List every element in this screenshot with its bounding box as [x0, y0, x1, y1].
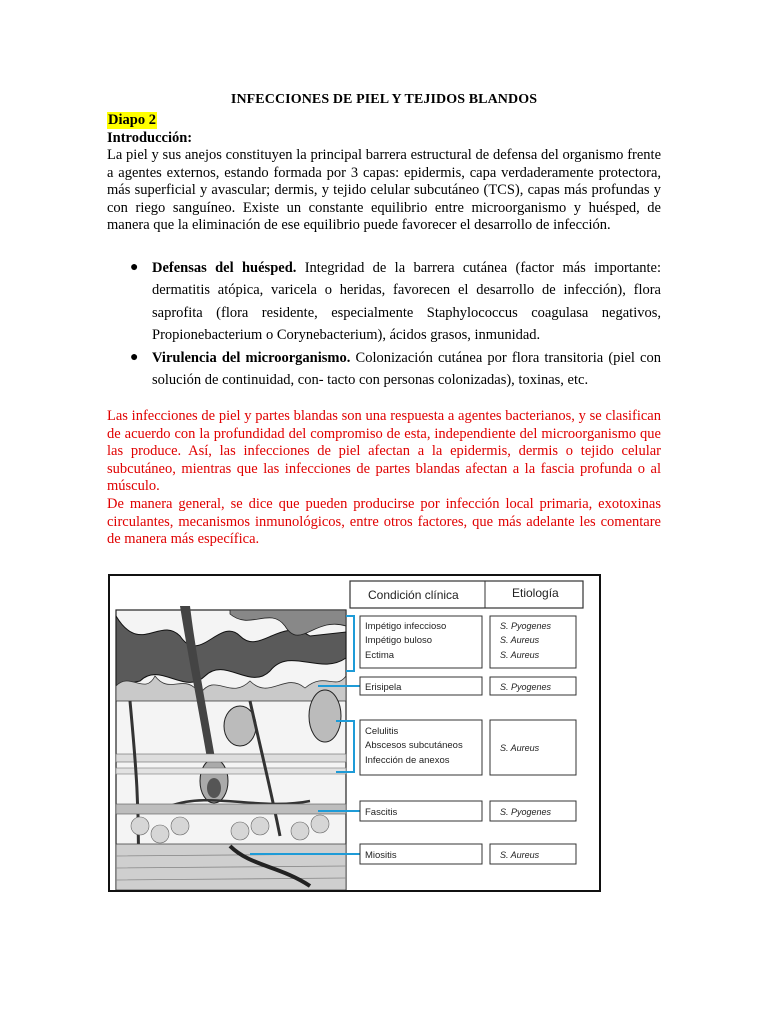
condition-text: Infección de anexos	[365, 755, 450, 766]
bullet-bold: Virulencia del microorganismo.	[152, 349, 351, 366]
red-paragraph-1: Las infecciones de piel y partes blandas son una respuesta a agentes bacterianos, y se clasifican de acuerdo con la profundidad del compromiso de esta, independiente del microorganismo que las produce. Así, las infecciones de piel afectan a la epidermis, dermis o tejido celular subcutáneo, mientras que las infecciones de partes blandas afectan a la fascia profunda o al músculo.	[107, 407, 661, 495]
condition-text: Miositis	[365, 850, 397, 861]
red-section	[107, 408, 661, 549]
skin-infection-figure	[108, 574, 601, 892]
etiology-text: S. Pyogenes	[500, 621, 552, 631]
condition-text: Erisipela	[365, 682, 402, 693]
condition-text: Abscesos subcutáneos	[365, 740, 463, 751]
bullet-icon: ●	[130, 349, 139, 365]
red-paragraph-2: De manera general, se dice que pueden producirse por infección local primaria, exotoxinas circulantes, mecanismos inmunológicos, entre otros factores, que más adelante les comentare de manera más específica.	[107, 495, 661, 548]
bullet-bold: Defensas del huésped.	[152, 259, 297, 276]
condition-text: Impétigo infeccioso	[365, 621, 447, 632]
figure-svg	[110, 576, 601, 892]
etiology-text: S. Aureus	[500, 635, 540, 645]
condition-text: Impétigo buloso	[365, 635, 433, 646]
condition-text: Celulitis	[365, 726, 399, 737]
bullet-item-virulence	[130, 347, 661, 392]
bullet-icon: ●	[130, 259, 139, 275]
etiology-text: S. Aureus	[500, 650, 540, 660]
header-etiology: Etiología	[512, 586, 559, 600]
document-page	[107, 92, 661, 549]
etiology-text: S. Pyogenes	[500, 682, 552, 692]
bullet-list	[107, 257, 661, 392]
header-condition: Condición clínica	[368, 588, 459, 602]
etiology-text: S. Aureus	[500, 850, 540, 860]
condition-text: Ectima	[365, 650, 395, 661]
intro-paragraph: La piel y sus anejos constituyen la principal barrera estructural de defensa del organismo frente a agentes externos, estando formada por 3 capas: epidermis, capa verdaderamente protectora, más superficial y avascular; dermis, y tejido celular subcutáneo (TCS), capas más profundas y con riego sanguíneo. Existe un constante equilibrio entre microorganismo y huésped, de manera que la eliminación de ese equilibrio puede favorecer el desarrollo de infección.	[107, 147, 661, 234]
skin-illustration	[116, 606, 346, 890]
etiology-text: S. Pyogenes	[500, 807, 552, 817]
intro-heading: Introducción:	[107, 130, 193, 146]
condition-text: Fascitis	[365, 807, 398, 818]
document-title: INFECCIONES DE PIEL Y TEJIDOS BLANDOS	[230, 92, 538, 107]
bullet-item-host-defenses	[130, 257, 662, 347]
bullet-text: Colonización cutánea por flora transitoria (piel con solución de continuidad, con- tacto con personas colonizadas), toxinas, etc.	[152, 349, 661, 389]
slide-label: Diapo 2	[108, 112, 156, 128]
bullet-text: Integridad de la barrera cutánea (factor más importante: dermatitis atópica, varicela o heridas, favorecen el desarrollo de infección), flora saprofita (flora residente, especialmente Staphylococcus coagulasa negativos, Propionebacterium o Corynebacterium), ácidos grasos, inmunidad.	[152, 259, 662, 344]
etiology-text: S. Aureus	[500, 743, 540, 753]
